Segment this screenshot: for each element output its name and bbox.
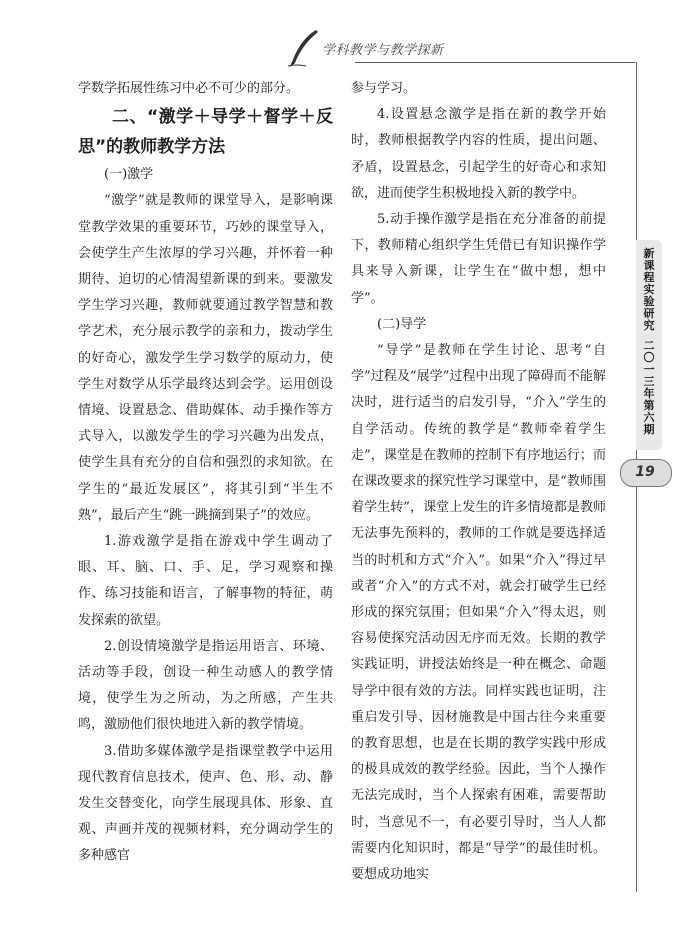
left-column [78, 76, 333, 870]
page-number: 19 [635, 464, 655, 480]
header-rule [355, 62, 635, 63]
paragraph: 4.设置悬念激学是指在新的教学开始时，教师根据教学内容的性质，提出问题、矛盾，设置悬念，引起学生的好奇心和求知欲，进而使学生积极地投入新的教学中。 [351, 107, 606, 201]
paragraph: “激学”就是教师的课堂导入，是影响课堂教学效果的重要环节，巧妙的课堂导入，会使学生产生浓厚的学习兴趣，并怀着一种期待、迫切的心情渴望新课的到来。要激发学生学习兴趣，教师就要通过教学智慧和教学艺术，充分展示教学的亲和力，拨动学生的好奇心，激发学生学习数学的原动力，使学生对数学从乐学最终达到会学。运用创设情境、设置悬念、借助媒体、动手操作等方式导入，以激发学生的学习兴趣为出发点，使学生具有充分的自信和强烈的求知欲。在学生的“最近发展区”，将其引到“半生不熟”，最后产生“跳一跳摘到果子”的效应。 [78, 193, 333, 523]
quill-pen-icon [286, 28, 322, 68]
subheading-daoxue: (二)导学 [377, 316, 427, 332]
paragraph: 2.创设情境激学是指运用语言、环境、活动等手段，创设一种生动感人的教学情境，使学生为之所动，为之所感，产生共鸣，激励他们很快地进入新的教学情境。 [78, 638, 333, 733]
paragraph: 3.借助多媒体激学是指课堂教学中运用现代教育信息技术，使声、色、形、动、静发生交替变化，向学生展现具体、形象、直观、声画并茂的视频材料，充分调动学生的多种感官 [78, 743, 333, 864]
carry-over-text: 参与学习。 [351, 81, 417, 96]
right-column [351, 76, 606, 888]
paragraph: 1.游戏激学是指在游戏中学生调动了眼、耳、脑、口、手、足，学习观察和操作、练习技能和语言，了解事物的特征，萌发探索的欲望。 [78, 534, 333, 628]
paragraph: “导学”是教师在学生讨论、思考“自学”过程及“展学”过程中出现了障碍而不能解决时，进行适当的启发引导，“介入”学生的自学活动。传统的教学是“教师牵着学生走”，课堂是在教师的控制下有序地运行；而在课改要求的探究性学习课堂中，是“教师围着学生转”，课堂上发生的许多情境都是教师无法事先预料的，教师的工作就是要选择适当的时机和方式“介入”。如果“介入”得过早或者“介入”的方式不对，就会打破学生已经形成的探究氛围；但如果“介入”得太迟，则容易使探究活动因无序而无效。长期的教学实践证明，讲授法始终是一种在概念、命题导学中很有效的方法。同样实践也证明，注重启发引导、因材施教是中国古往今来重要的教育思想，也是在长期的教学实践中形成的极具成效的教学经验。因此，当个人操作无法完成时，当个人探索有困难，需要帮助时，当意见不一，有必要引导时，当人人都需要内化知识时，都是“导学”的最佳时机。要想成功地实 [351, 343, 606, 883]
carry-over-text: 学数学拓展性练习中必不可少的部分。 [78, 81, 300, 96]
section-title: 二、“激学＋导学＋督学＋反思”的教师教学方法 [78, 107, 333, 158]
issue-vertical: 二〇一三年 第六期 [643, 339, 655, 436]
journal-name-vertical: 新课程实验研究 [643, 247, 655, 332]
paragraph: 5.动手操作激学是指在充分准备的前提下，教师精心组织学生凭借已有知识操作学具来导入新课，让学生在“做中想，想中学”。 [351, 212, 606, 306]
running-header-title: 学科教学与教学探新 [322, 43, 444, 58]
subheading-jixue: (一)激学 [104, 167, 154, 183]
